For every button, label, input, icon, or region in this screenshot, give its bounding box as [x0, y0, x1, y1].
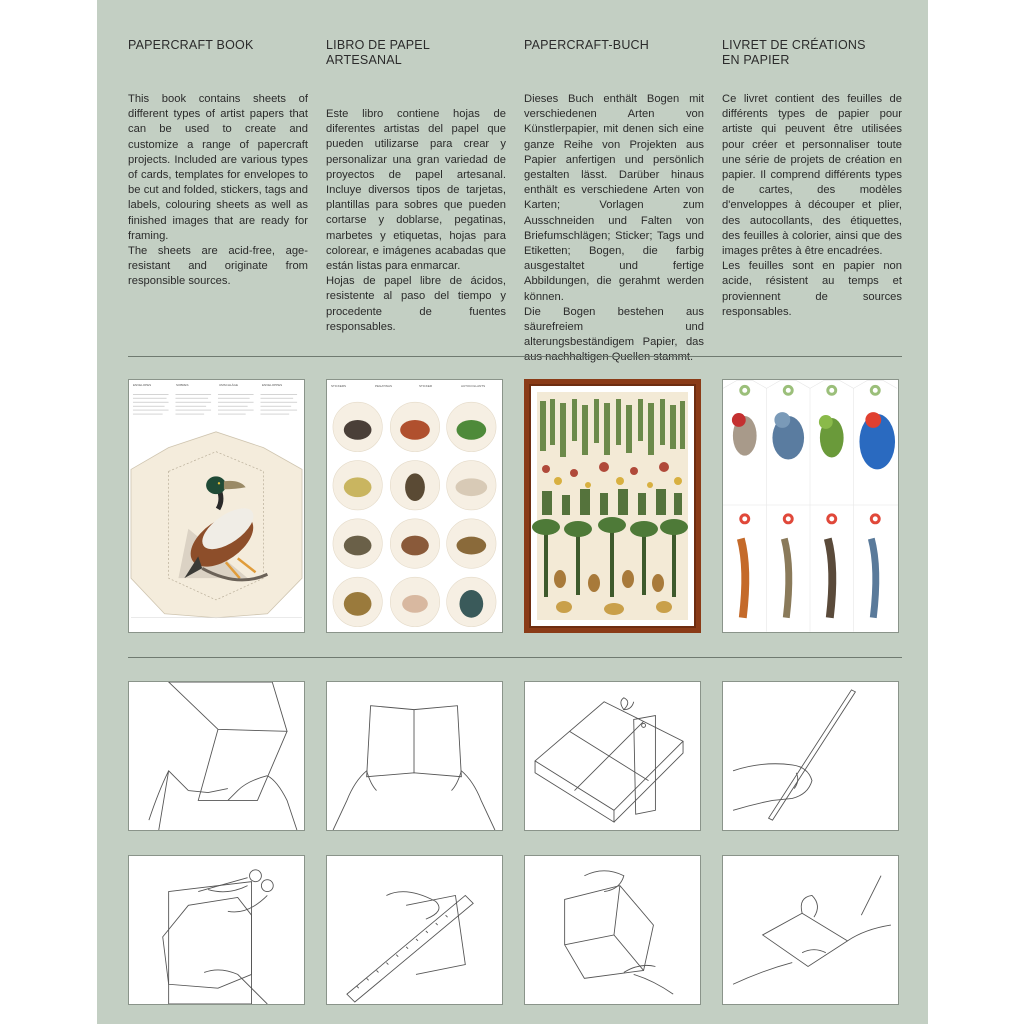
framed-botanical-print: [524, 379, 701, 633]
hand-drawing-pencil-illustration: [722, 681, 899, 831]
holding-card-icon: [327, 682, 502, 830]
back-cover: [97, 0, 928, 1024]
bird-lizard-tag-sheet: [722, 379, 899, 633]
column-title-spacer: [524, 53, 704, 68]
column-french: [722, 38, 902, 320]
divider-bottom: [128, 657, 902, 658]
column-title-english: PAPERCRAFT BOOK: [128, 38, 254, 52]
sheet-header: STICKER: [419, 384, 433, 388]
column-body-english: This book contains sheets of different types of artist papers that can be used to create and customize a range of papercraft projects. Included are various types of cards, templates for envelopes to be cut and folded, stickers, tags and labels, colouring sheets as well as finished images that are ready for framing. The sheets are acid-free, age-resistant and originate from responsible sources.: [128, 93, 308, 288]
column-body-french: Ce livret contient des feuilles de différents types de papier pour artiste qui peuvent être utilisées pour créer et personnaliser toute une série de projets de création en papier. Il comprend différents types de cartes, des modèles d'enveloppes à découper et plier, des autocollants, des étiquettes, des feuilles à colorier, ainsi que des images prêtes à être encadrées. Les feuilles sont en papier non acide, résistent au temps et proviennent de sources responsables.: [722, 93, 902, 318]
sheet-header: ENVELOPPES: [262, 383, 283, 387]
hands-folding-paper-illustration: [722, 855, 899, 1005]
scissors-cutting-envelope-illustration: [128, 855, 305, 1005]
sticker-sheet-icon: [327, 380, 502, 632]
scissors-icon: [129, 856, 304, 1004]
ruler-icon: [327, 856, 502, 1004]
folding-paper-icon: [723, 856, 898, 1004]
folding-paper-hands-illustration: [128, 681, 305, 831]
column-spanish: [326, 38, 506, 335]
column-body-spanish: Este libro contiene hojas de diferentes artistas del papel que pueden utilizarse para crear y personalizar una gran variedad de proyectos de papel artesanal. Incluye diversos tipos de tarjetas, plantillas para sobres que pueden cortarse y doblarse, pegatinas, marbetes y etiquetas, hojas para colorear, e imágenes acabadas que están listas para enmarcar. Hojas de papel libre de ácidos, resistente al paso del tiempo y procedente de fuentes responsables.: [326, 108, 506, 333]
sheet-header: ENVELOPES: [133, 383, 152, 387]
column-title-german: PAPERCRAFT-BUCH: [524, 38, 650, 52]
sheet-header: STICKERS: [331, 384, 347, 388]
pencil-hand-icon: [723, 682, 898, 830]
envelope-template-duck-sheet: [128, 379, 305, 633]
envelope-fold-icon: [525, 856, 700, 1004]
sheet-header: PEGATINAS: [375, 384, 392, 388]
folding-envelope-hands-illustration: [524, 855, 701, 1005]
holding-card-hands-illustration: [326, 681, 503, 831]
frog-turtle-sticker-sheet: [326, 379, 503, 633]
folding-hands-icon: [129, 682, 304, 830]
divider-top: [128, 356, 902, 357]
column-title-french-line2: EN PAPIER: [722, 53, 790, 67]
column-english: [128, 38, 308, 290]
sheet-header: UMSCHLÄGE: [219, 383, 239, 387]
gift-box-tag-illustration: [524, 681, 701, 831]
sheet-header: AUTOCOLLANTS: [461, 384, 486, 388]
sheet-header: SOBRES: [176, 383, 189, 387]
duck-envelope-icon: [129, 380, 304, 632]
column-body-german: Dieses Buch enthält Bogen mit verschiedenen Arten von Künstlerpapier, mit denen sich eine ganze Reihe von Projekten aus Papier anfertigen und persönlich gestalten lässt. Darüber hinaus enthält es verschiedene Arten von Karten; Vorlagen zum Ausschneiden und Falten von Briefumschlägen; Sticker; Tags und Etiketten; Bogen, die farbig ausgestaltet und fertige Abbildungen, die gerahmt werden können. Die Bogen bestehen aus säurefreiem und alterungsbeständigem Papier, das aus nachhaltigen Quellen stammt.: [524, 93, 704, 364]
botanical-print-icon: [524, 379, 701, 633]
ruler-folding-illustration: [326, 855, 503, 1005]
tag-sheet-icon: [723, 380, 898, 632]
column-title-spanish: LIBRO DE PAPEL ARTESANAL: [326, 38, 430, 67]
column-title-spacer: [326, 68, 506, 83]
column-german: [524, 38, 704, 366]
column-title-french: LIVRET DE CRÉATIONS: [722, 38, 866, 52]
gift-box-icon: [525, 682, 700, 830]
column-title-spacer: [128, 53, 308, 68]
